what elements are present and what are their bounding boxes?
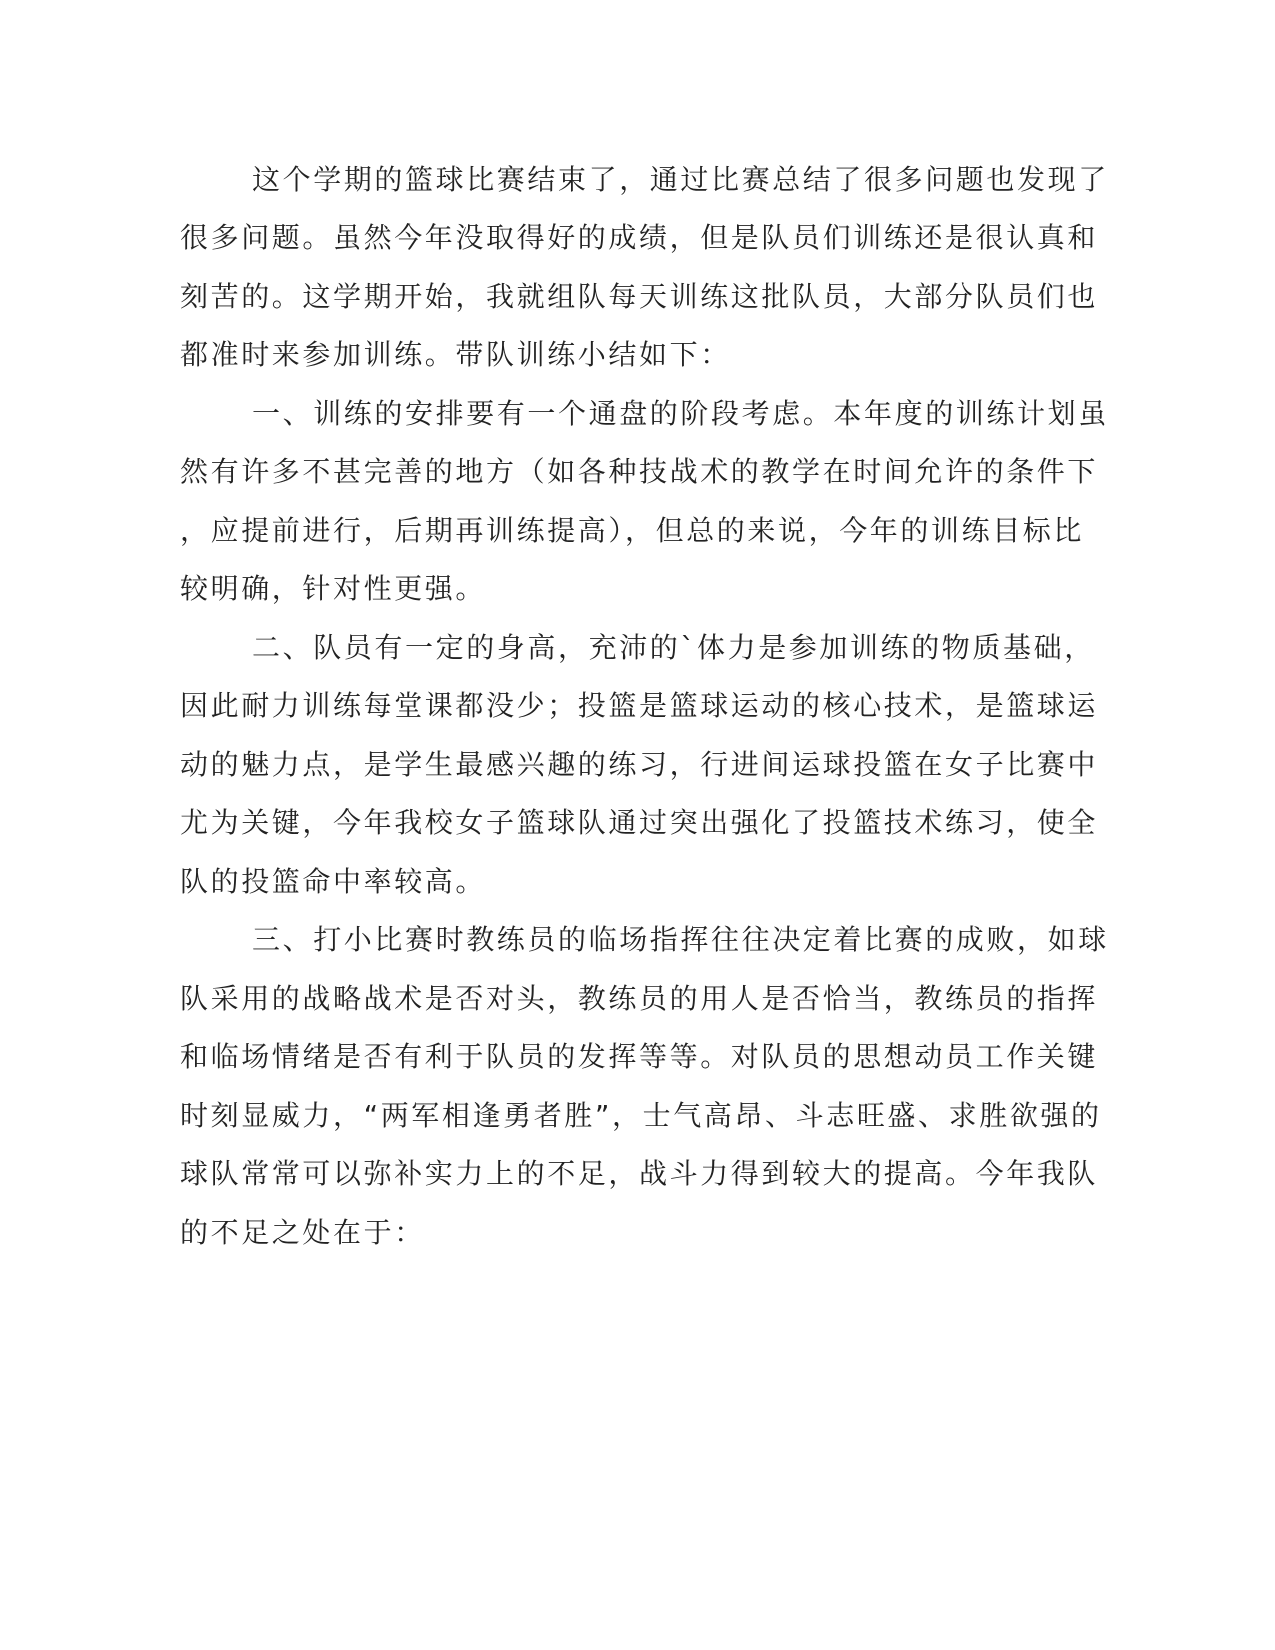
paragraph-4-line-6: 的不足之处在于： (180, 1216, 425, 1249)
paragraph-3-line-1: 二、队员有一定的身高，充沛的`体力是参加训练的物质基础， (252, 631, 1095, 664)
paragraph-2-line-2: 然有许多不甚完善的地方（如各种技战术的教学在时间允许的条件下 (180, 455, 1099, 488)
paragraph-3-line-5: 队的投篮命中率较高。 (180, 865, 487, 898)
paragraph-4-line-1: 三、打小比赛时教练员的临场指挥往往决定着比赛的成败，如球 (252, 923, 1109, 956)
paragraph-1-line-1: 这个学期的篮球比赛结束了，通过比赛总结了很多问题也发现了 (252, 163, 1109, 196)
paragraph-4-line-2: 队采用的战略战术是否对头，教练员的用人是否恰当，教练员的指挥 (180, 982, 1099, 1015)
paragraph-4-line-3: 和临场情绪是否有利于队员的发挥等等。对队员的思想动员工作关键 (180, 1040, 1099, 1073)
paragraph-4-line-4: 时刻显威力，“两军相逢勇者胜”，士气高昂、斗志旺盛、求胜欲强的 (180, 1099, 1102, 1132)
paragraph-4-line-5: 球队常常可以弥补实力上的不足，战斗力得到较大的提高。今年我队 (180, 1157, 1099, 1190)
paragraph-1-line-4: 都准时来参加训练。带队训练小结如下： (180, 338, 731, 371)
paragraph-1-line-3: 刻苦的。这学期开始，我就组队每天训练这批队员，大部分队员们也 (180, 280, 1099, 313)
paragraph-3-line-4: 尤为关键，今年我校女子篮球队通过突出强化了投篮技术练习，使全 (180, 806, 1099, 839)
paragraph-3-line-3: 动的魅力点，是学生最感兴趣的练习，行进间运球投篮在女子比赛中 (180, 748, 1099, 781)
paragraph-2-line-3: ，应提前进行，后期再训练提高），但总的来说，今年的训练目标比 (180, 514, 1085, 547)
paragraph-2-line-4: 较明确，针对性更强。 (180, 572, 487, 605)
paragraph-3-line-2: 因此耐力训练每堂课都没少；投篮是篮球运动的核心技术，是篮球运 (180, 689, 1099, 722)
paragraph-2-line-1: 一、训练的安排要有一个通盘的阶段考虑。本年度的训练计划虽 (252, 397, 1109, 430)
paragraph-1-line-2: 很多问题。虽然今年没取得好的成绩，但是队员们训练还是很认真和 (180, 221, 1099, 254)
